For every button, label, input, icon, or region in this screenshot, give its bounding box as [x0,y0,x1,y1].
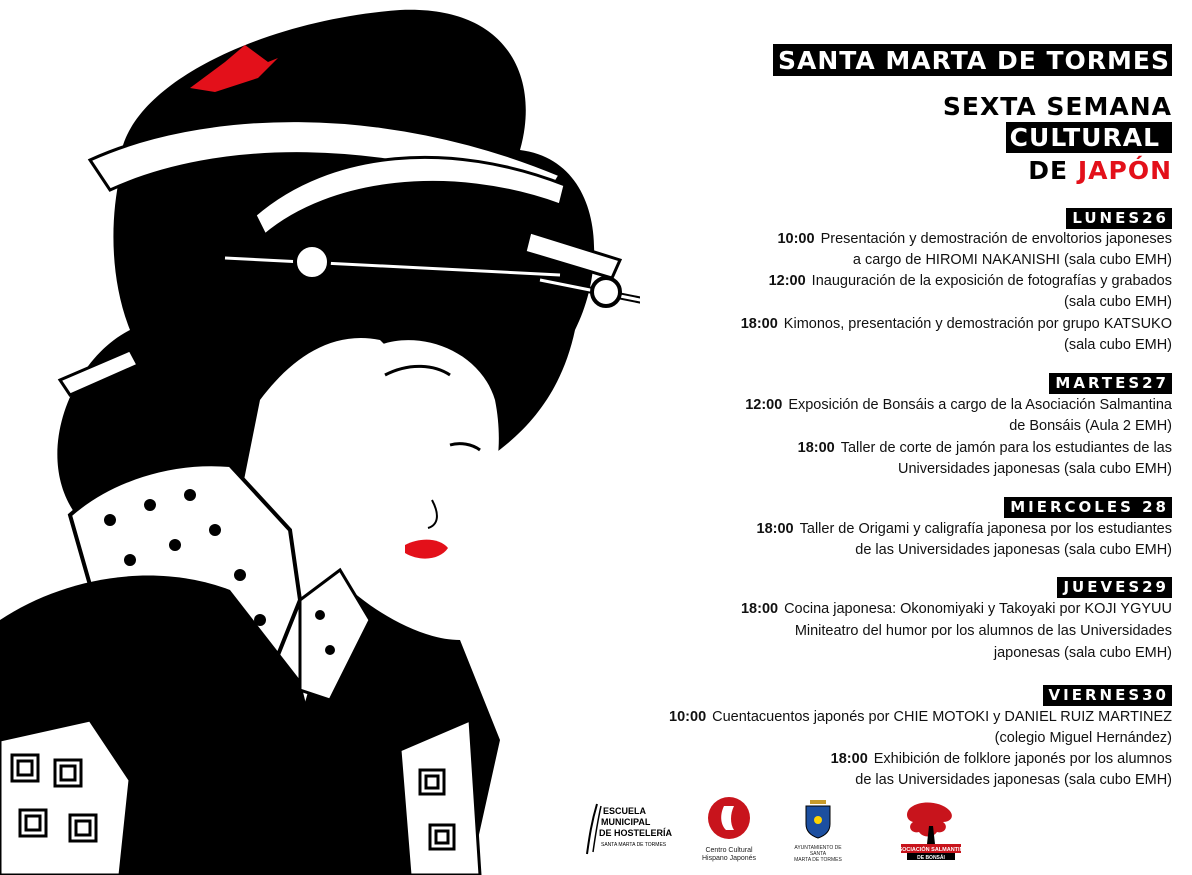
event-time: 18:00 [740,601,779,617]
day-header-viernes [1043,685,1172,706]
event-text: Presentación y demostración de envoltorios japoneses [820,231,1172,247]
event-line [831,749,1172,770]
event-text: Miniteatro del humor por los alumnos de las Universidades [794,623,1172,639]
svg-text:DE HOSTELERÍA: DE HOSTELERÍA [599,828,673,838]
event-time: 18:00 [740,316,778,332]
event-text: Cocina japonesa: Okonomiyaki y Takoyaki por KOJI YGYUU [784,601,1172,617]
event-time: 10:00 [777,231,815,247]
event-text: (colegio Miguel Hernández) [994,730,1172,746]
title-sexta-semana: SEXTA SEMANA [942,92,1172,121]
title-de-japon [1028,158,1172,183]
day-number: 30 [1142,686,1169,704]
event-text: de las Universidades japonesas (sala cubo EMH) [855,772,1172,788]
event-text: Exhibición de folklore japonés por los alumnos [873,751,1172,767]
escuela-logo [583,796,673,863]
event-line [777,229,1172,250]
ayuntamiento-label-2: MARTA DE TORMES [794,857,842,863]
event-text: de Bonsáis (Aula 2 EMH) [1009,418,1172,434]
event-text: Inauguración de la exposición de fotografías y grabados [811,273,1172,289]
event-time: 12:00 [745,397,783,413]
centro-cultural-logo [694,796,764,863]
centro-cultural-label-1: Centro Cultural [705,847,753,854]
centro-cultural-label-2: Hispano Japonés [701,855,757,862]
title-japon: JAPÓN [1077,156,1172,185]
event-text: (sala cubo EMH) [1064,337,1172,353]
centro-cultural-icon [694,796,764,842]
event-time: 18:00 [830,751,868,767]
day-number: 29 [1142,578,1169,596]
event-line [757,519,1172,540]
event-line [669,707,1172,728]
svg-text:MUNICIPAL: MUNICIPAL [601,817,651,827]
day-header-miercoles [1004,497,1172,518]
event-line [769,271,1172,292]
event-text: Taller de Origami y caligrafía japonesa por los estudiantes [799,521,1172,537]
event-text: Universidades japonesas (sala cubo EMH) [897,461,1172,477]
day-number: 28 [1142,498,1169,516]
event-text: Taller de corte de jamón para los estudiantes de las [840,440,1172,456]
event-text: Cuentacuentos japonés por CHIE MOTOKI y DANIEL RUIZ MARTINEZ [712,709,1172,725]
ayuntamiento-label-1: AYUNTAMIENTO DE SANTA [794,845,842,857]
day-name: VIERNES [1048,686,1143,704]
event-text: a cargo de HIROMI NAKANISHI (sala cubo EMH) [852,252,1172,268]
event-time: 10:00 [669,709,707,725]
day-name: JUEVES [1063,578,1143,596]
event-line [798,438,1172,459]
ayuntamiento-logo [786,796,850,863]
event-line [994,643,1172,664]
day-name: MIERCOLES [1010,498,1134,516]
day-number: 27 [1142,374,1169,392]
event-text: Kimonos, presentación y demostración por grupo KATSUKO [783,316,1172,332]
event-line [855,770,1172,791]
event-line [741,599,1172,620]
title-location: SANTA MARTA DE TORMES [773,44,1172,76]
event-time: 18:00 [756,521,794,537]
event-line [1009,416,1172,437]
svg-text:ESCUELA: ESCUELA [603,806,647,816]
bonsai-logo [893,796,969,867]
svg-text:ASOCIACIÓN SALMANTINA: ASOCIACIÓN SALMANTINA [894,847,968,853]
svg-text:DE BONSÁI: DE BONSÁI [917,855,945,861]
day-header-lunes [1066,208,1172,229]
day-header-martes [1049,373,1172,394]
event-text: de las Universidades japonesas (sala cubo EMH) [855,542,1172,558]
event-line [853,250,1172,271]
event-line [741,314,1172,335]
event-time: 18:00 [797,440,835,456]
event-text: japonesas (sala cubo EMH) [993,645,1172,661]
title-de: DE [1028,156,1069,185]
event-line [1064,335,1172,356]
event-text: Exposición de Bonsáis a cargo de la Asociación Salmantina [788,397,1172,413]
day-number: 26 [1142,209,1169,227]
event-line [745,395,1172,416]
bonsai-icon [893,796,969,862]
event-text: (sala cubo EMH) [1064,294,1172,310]
event-time: 12:00 [768,273,806,289]
svg-text:SANTA MARTA DE TORMES: SANTA MARTA DE TORMES [601,842,667,848]
day-name: LUNES [1072,209,1143,227]
day-name: MARTES [1055,374,1143,392]
event-line [795,621,1172,642]
event-line [898,459,1172,480]
event-line [855,540,1172,561]
title-cultural: CULTURAL [1006,122,1172,153]
day-header-jueves [1057,577,1172,598]
ayuntamiento-shield-icon [786,796,850,840]
event-line [1064,292,1172,313]
event-line [995,728,1172,749]
escuela-logo-icon [583,796,673,858]
